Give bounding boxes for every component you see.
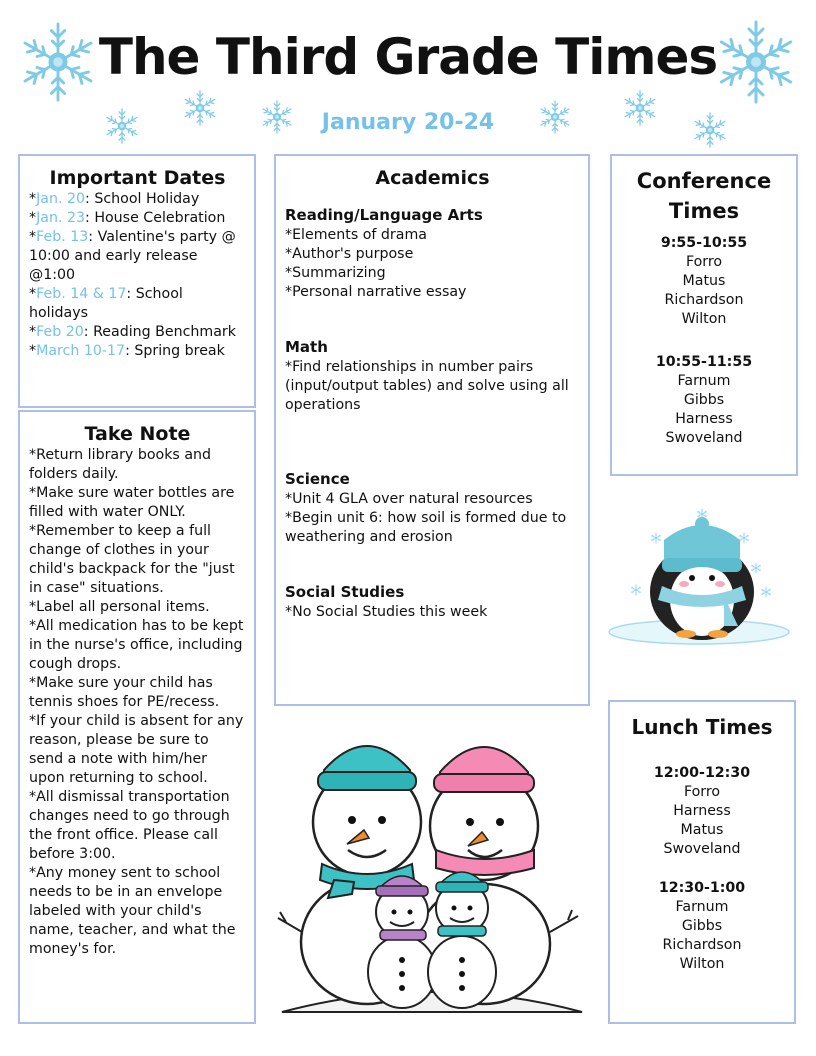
snowflake-icon	[18, 22, 98, 102]
social-item: *No Social Studies this week	[285, 604, 488, 620]
snowflake-icon	[104, 108, 140, 144]
note-item: *Return library books and folders daily.	[29, 447, 212, 482]
snowflake-icon	[182, 90, 218, 126]
take-note-heading: Take Note	[84, 423, 191, 445]
note-item: *If your child is absent for any reason, please be sure to send a note with him/her upon returning to school.	[29, 713, 244, 786]
date-highlight: Feb. 13	[36, 229, 89, 245]
teacher-name: Farnum	[675, 899, 729, 915]
slot-time: 12:00-12:30	[653, 765, 751, 781]
date-text: : School Holiday	[85, 191, 200, 207]
date-highlight: Feb 20	[36, 324, 84, 340]
social-studies-list	[285, 603, 580, 622]
date-highlight: Jan. 23	[36, 210, 86, 226]
note-item: *All medication has to be kept in the nurse's office, including cough drops.	[29, 618, 244, 672]
teacher-name: Matus	[680, 822, 724, 838]
take-note-box	[18, 410, 256, 1024]
reading-heading: Reading/Language Arts	[285, 206, 483, 224]
math-list	[285, 358, 580, 415]
date-bullet: *	[29, 324, 37, 340]
date-highlight: Feb. 14 & 17	[36, 286, 127, 302]
date-item	[29, 190, 246, 209]
lunch-slots	[616, 764, 788, 974]
penguin-illustration	[606, 500, 792, 650]
date-item	[29, 228, 246, 285]
conference-slots	[618, 234, 790, 448]
reading-item: *Author's purpose	[285, 246, 414, 262]
date-text: : Reading Benchmark	[83, 324, 236, 340]
teacher-name: Farnum	[677, 373, 731, 389]
reading-item: *Summarizing	[285, 265, 386, 281]
snowflake-icon	[622, 90, 658, 126]
teacher-name: Gibbs	[683, 392, 725, 408]
time-slot	[616, 764, 788, 859]
important-dates-list	[29, 190, 246, 361]
lunch-heading: Lunch Times	[631, 715, 773, 739]
note-item: *All dismissal transportation changes need to go through the front office. Please call before 3:00.	[29, 789, 230, 862]
date-highlight: Jan. 20	[36, 191, 86, 207]
teacher-name: Gibbs	[681, 918, 723, 934]
date-bullet: *	[29, 191, 37, 207]
social-studies-heading: Social Studies	[285, 583, 405, 601]
important-dates-heading: Important Dates	[49, 167, 226, 189]
note-item: *Any money sent to school needs to be in an envelope labeled with your child's name, teacher, and what the money's for.	[29, 865, 236, 957]
date-bullet: *	[29, 210, 37, 226]
note-item: *Label all personal items.	[29, 599, 210, 615]
teacher-name: Wilton	[681, 311, 727, 327]
science-list	[285, 490, 580, 547]
math-heading: Math	[285, 338, 328, 356]
snowflake-icon	[692, 112, 728, 148]
teacher-name: Harness	[673, 803, 731, 819]
reading-item: *Personal narrative essay	[285, 284, 467, 300]
reading-list	[285, 226, 580, 302]
date-text: : School holidays	[29, 286, 183, 321]
conference-times-box	[610, 154, 798, 476]
teacher-name: Matus	[682, 273, 726, 289]
slot-time: 10:55-11:55	[655, 354, 753, 370]
note-item: *Make sure water bottles are filled with water ONLY.	[29, 485, 235, 520]
teacher-name: Swoveland	[665, 430, 743, 446]
science-heading: Science	[285, 470, 350, 488]
date-bullet: *	[29, 229, 37, 245]
conference-heading-line2: Times	[668, 199, 740, 223]
date-item	[29, 209, 246, 228]
date-highlight: March 10-17	[36, 343, 126, 359]
date-text: : Spring break	[125, 343, 225, 359]
time-slot	[618, 234, 790, 329]
teacher-name: Swoveland	[663, 841, 741, 857]
slot-time: 9:55-10:55	[660, 235, 748, 251]
conference-heading-line1: Conference	[636, 169, 772, 193]
snowflake-icon	[538, 100, 572, 134]
date-item	[29, 285, 246, 323]
science-item: *Begin unit 6: how soil is formed due to weathering and erosion	[285, 510, 567, 545]
slot-time: 12:30-1:00	[658, 880, 746, 896]
newsletter-title: The Third Grade Times	[98, 28, 718, 86]
teacher-name: Wilton	[679, 956, 725, 972]
date-bullet: *	[29, 286, 37, 302]
date-item	[29, 342, 246, 361]
teacher-name: Forro	[685, 254, 723, 270]
science-item: *Unit 4 GLA over natural resources	[285, 491, 533, 507]
time-slot	[616, 879, 788, 974]
important-dates-box	[18, 154, 256, 408]
teacher-name: Harness	[675, 411, 733, 427]
teacher-name: Richardson	[664, 292, 744, 308]
note-item: *Remember to keep a full change of clothes in your child's backpack for the "just in case" situations.	[29, 523, 235, 596]
week-date-range: January 20-24	[321, 110, 495, 135]
academics-box	[274, 154, 590, 706]
date-text: : Valentine's party @ 10:00 and early release @1:00	[29, 229, 236, 283]
time-slot	[618, 353, 790, 448]
snowman-family-illustration	[272, 722, 592, 1022]
math-item: *Find relationships in number pairs (input/output tables) and solve using all operations	[285, 359, 569, 413]
note-item: *Make sure your child has tennis shoes for PE/recess.	[29, 675, 220, 710]
date-text: : House Celebration	[85, 210, 226, 226]
snowflake-icon	[260, 100, 294, 134]
teacher-name: Forro	[683, 784, 721, 800]
snowflake-icon	[714, 20, 798, 104]
reading-item: *Elements of drama	[285, 227, 427, 243]
date-item	[29, 323, 246, 342]
teacher-name: Richardson	[662, 937, 742, 953]
date-bullet: *	[29, 343, 37, 359]
lunch-times-box	[608, 700, 796, 1024]
academics-heading: Academics	[375, 167, 490, 189]
take-note-list	[29, 446, 246, 959]
